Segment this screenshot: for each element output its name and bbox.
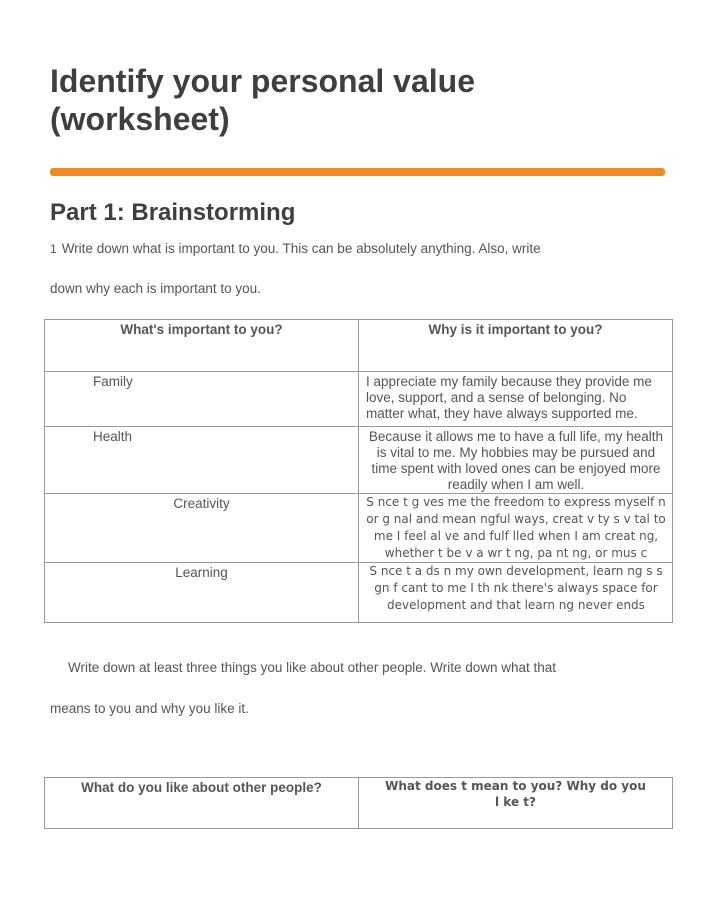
item-cell: Family [45,372,359,427]
question-2-line-1: Write down at least three things you like about other people. Write down what that [68,660,557,675]
question-1-line-1 [50,241,541,256]
table-header-row [45,320,673,372]
others-table [44,777,673,829]
column-header-important: What's important to you? [45,320,359,372]
why-cell: I appreciate my family because they provide me love, support, and a sense of belonging. No matter what, they have always supported me. [359,372,673,427]
table-header-row [45,778,673,829]
question-1-line-2: down why each is important to you. [50,281,261,296]
item-cell: Health [45,427,359,494]
table-row [45,372,673,427]
accent-divider [50,168,665,176]
title-line-1: Identify your personal value [50,63,475,99]
table-row [45,494,673,563]
item-cell: Creativity [45,494,359,563]
question-1-text: Write down what is important to you. This can be absolutely anything. Also, write [61,241,541,256]
part1-heading: Part 1: Brainstorming [50,199,296,226]
why-cell: S nce t g ves me the freedom to express myself n or g nal and mean ngful ways, creat v ty s v tal to me I feel al ve and fulf lled when I am creat ng, whether t be v a wr t ng, pa nt ng, or mus c [359,494,673,563]
table-row [45,427,673,494]
header-line-2: l ke t? [495,795,536,809]
worksheet-title [50,62,670,138]
column-header-why: Why is it important to you? [359,320,673,372]
column-header-like: What do you like about other people? [45,778,359,829]
column-header-meaning [359,778,673,829]
question-1-number: 1 [50,242,57,256]
header-line-1: What does t mean to you? Why do you [385,779,646,793]
why-cell: S nce t a ds n my own development, learn ng s s gn f cant to me I th nk there's always space for development and that learn ng never ends [359,563,673,623]
values-table [44,319,673,623]
title-line-2: (worksheet) [50,101,230,137]
item-cell: Learning [45,563,359,623]
question-2-line-2: means to you and why you like it. [50,701,249,716]
table-row [45,563,673,623]
why-cell: Because it allows me to have a full life, my health is vital to me. My hobbies may be pursued and time spent with loved ones can be enjoyed more readily when I am well. [359,427,673,494]
